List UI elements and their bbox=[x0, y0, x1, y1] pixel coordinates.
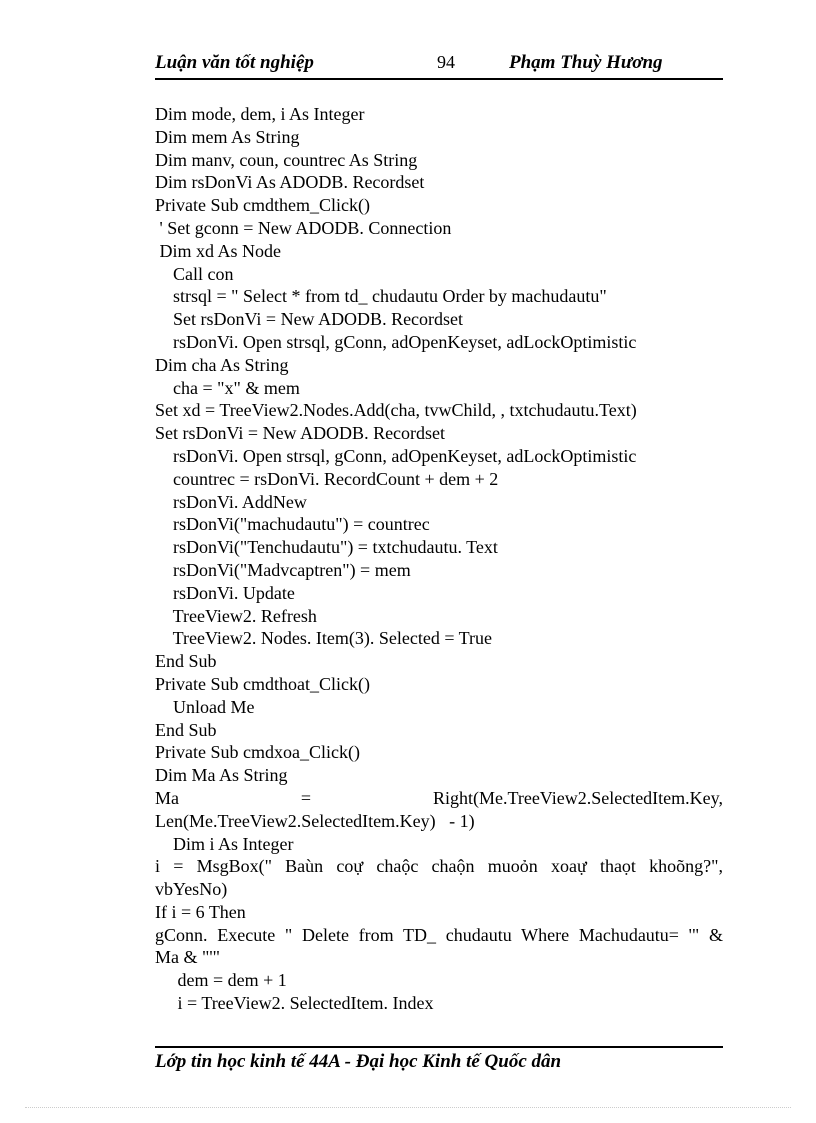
code-line: i = TreeView2. SelectedItem. Index bbox=[155, 993, 434, 1014]
thesis-title: Luận văn tốt nghiệp bbox=[155, 52, 314, 73]
wrapped-line-second: vbYesNo) bbox=[155, 879, 228, 900]
wrapped-line-first: Ma = Right(Me.TreeView2.SelectedItem.Key, bbox=[155, 787, 723, 808]
code-line: rsDonVi("machudautu") = countrec bbox=[155, 514, 430, 535]
page-number: 94 bbox=[437, 52, 455, 72]
code-line: Dim mem As String bbox=[155, 126, 300, 147]
code-line: Private Sub cmdthoat_Click() bbox=[155, 673, 370, 694]
code-line: Dim i As Integer bbox=[155, 833, 294, 854]
code-line: Set rsDonVi = New ADODB. Recordset bbox=[155, 309, 464, 330]
code-block-2 bbox=[155, 833, 723, 856]
code-line: Set xd = TreeView2.Nodes.Add(cha, tvwChild, , txtchudautu.Text) bbox=[155, 400, 637, 421]
code-line: Dim mode, dem, i As Integer bbox=[155, 104, 365, 124]
code-line: Dim rsDonVi As ADODB. Recordset bbox=[155, 172, 425, 193]
wrapped-line-second: Len(Me.TreeView2.SelectedItem.Key) - 1) bbox=[155, 810, 475, 831]
code-listing bbox=[155, 103, 723, 1015]
code-line: rsDonVi("Madvcaptren") = mem bbox=[155, 559, 411, 580]
page-footer bbox=[155, 1046, 723, 1073]
code-line: Dim Ma As String bbox=[155, 765, 288, 786]
code-line: rsDonVi. Update bbox=[155, 582, 295, 603]
page-edge-divider bbox=[25, 1107, 791, 1108]
code-line: TreeView2. Refresh bbox=[155, 605, 317, 626]
code-line: Unload Me bbox=[155, 696, 255, 717]
code-line: rsDonVi("Tenchudautu") = txtchudautu. Text bbox=[155, 537, 498, 558]
code-line: End Sub bbox=[155, 651, 217, 672]
code-line: Dim cha As String bbox=[155, 354, 289, 375]
code-line: dem = dem + 1 bbox=[155, 970, 287, 991]
code-line: Call con bbox=[155, 263, 234, 284]
code-line: rsDonVi. Open strsql, gConn, adOpenKeyset, adLockOptimistic bbox=[155, 445, 637, 466]
code-block-4 bbox=[155, 969, 723, 1015]
page-header bbox=[155, 50, 723, 80]
code-line: rsDonVi. Open strsql, gConn, adOpenKeyset, adLockOptimistic bbox=[155, 331, 637, 352]
code-line: If i = 6 Then bbox=[155, 901, 246, 922]
wrapped-line-first: gConn. Execute " Delete from TD_ chudautu Where Machudautu= '" & bbox=[155, 924, 723, 945]
code-line: cha = "x" & mem bbox=[155, 377, 300, 398]
code-line: TreeView2. Nodes. Item(3). Selected = True bbox=[155, 628, 493, 649]
code-line: ' Set gconn = New ADODB. Connection bbox=[155, 217, 452, 238]
code-line: rsDonVi. AddNew bbox=[155, 491, 307, 512]
code-line: countrec = rsDonVi. RecordCount + dem + 2 bbox=[155, 468, 499, 489]
code-line: strsql = " Select * from td_ chudautu Order by machudautu" bbox=[155, 286, 607, 307]
code-line: Dim manv, coun, countrec As String bbox=[155, 149, 418, 170]
code-block-3 bbox=[155, 901, 723, 924]
code-line: End Sub bbox=[155, 719, 217, 740]
wrapped-line-first: i = MsgBox(" Baùn coự chaộc chaộn muoỏn xoaự thaọt khoõng?", bbox=[155, 856, 723, 877]
code-line: Private Sub cmdxoa_Click() bbox=[155, 742, 360, 763]
author-name: Phạm Thuỳ Hương bbox=[509, 52, 663, 73]
code-line: Set rsDonVi = New ADODB. Recordset bbox=[155, 423, 446, 444]
code-line: Dim xd As Node bbox=[155, 240, 281, 261]
code-line: Private Sub cmdthem_Click() bbox=[155, 195, 370, 216]
footer-text: Lớp tin học kinh tế 44A - Đại học Kinh tế Quốc dân bbox=[155, 1051, 562, 1072]
code-block-1 bbox=[155, 103, 723, 787]
wrapped-line-second: Ma & "'" bbox=[155, 947, 220, 968]
